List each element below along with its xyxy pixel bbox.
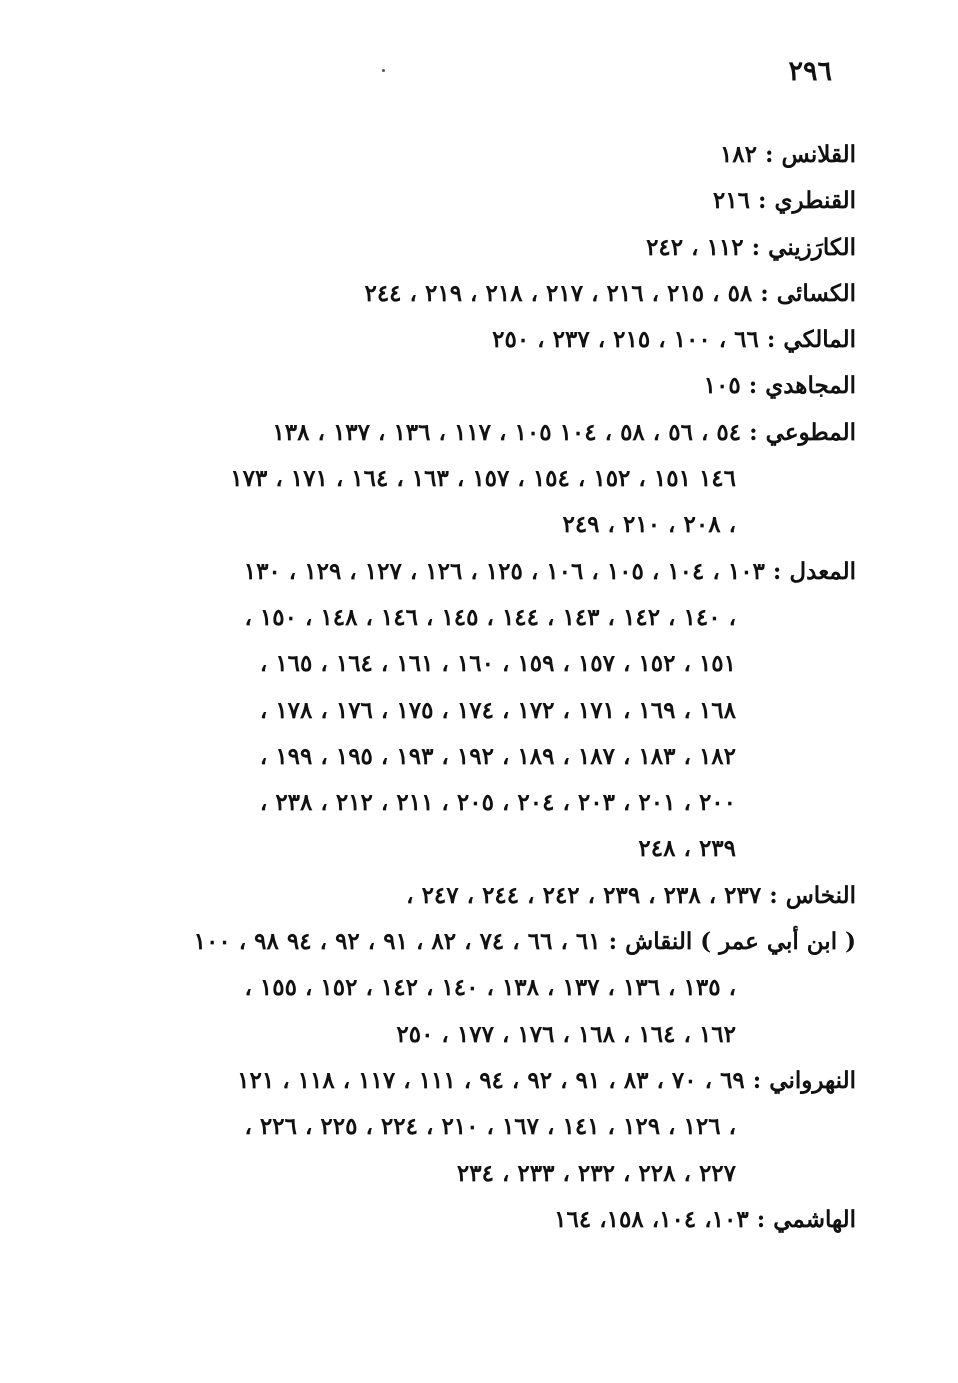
entry-name: النهرواني	[769, 1066, 856, 1094]
entry-first-line: المطوعي : ٥٤ ، ٥٦ ، ٥٨ ، ١٠٤ ١٠٥ ، ١١٧ ، ١٣٦ ، ١٣٧ ، ١٣٨	[272, 418, 856, 446]
entry-page-refs: ٥٨ ، ٢١٥ ، ٢١٦ ، ٢١٧ ، ٢١٨ ، ٢١٩ ، ٢٤٤	[364, 279, 753, 307]
entry-first-line: النخاس : ٢٣٧ ، ٢٣٨ ، ٢٣٩ ، ٢٤٢ ، ٢٤٤ ، ٢٤٧ ،	[406, 881, 856, 909]
page-number: ٢٩٦	[788, 56, 832, 87]
entry-continuation-line	[100, 780, 856, 826]
entry-page-refs: ١٠٥	[703, 372, 741, 400]
entry-name: ( ابن أبي عمر ) النقاش	[625, 928, 856, 956]
entry-page-refs: ٢٢٧ ، ٢٢٨ ، ٢٣٢ ، ٢٣٣ ، ٢٣٤	[456, 1159, 736, 1187]
entry-continuation-line	[100, 965, 856, 1011]
entry-page-refs: ٦٩ ، ٧٠ ، ٨٣ ، ٩١ ، ٩٢ ، ٩٤ ، ١١١ ، ١١٧ ، ١١٨ ، ١٢١	[237, 1066, 745, 1094]
entry-page-refs: ١٨٢	[719, 141, 757, 168]
entry-page-refs: ١٦٢ ، ١٦٤ ، ١٦٨ ، ١٧٦ ، ١٧٧ ، ٢٥٠	[396, 1020, 736, 1048]
index-entries	[100, 132, 856, 1243]
index-entry	[100, 271, 856, 317]
entry-page-refs: ، ١٢٦ ، ١٢٩ ، ١٤١ ، ١٦٧ ، ٢١٠ ، ٢٢٤ ، ٢٢٥ ، ٢٢٦ ،	[244, 1113, 736, 1141]
index-entry	[100, 549, 856, 873]
entry-page-refs: ١٠٣، ١٠٤، ١٥٨، ١٦٤	[554, 1205, 749, 1233]
entry-continuation-line	[100, 734, 856, 780]
index-entry	[100, 317, 856, 363]
entry-page-refs: ١٤٦ ١٥١ ، ١٥٢ ، ١٥٤ ، ١٥٧ ، ١٦٣ ، ١٦٤ ، ١٧١ ، ١٧٣	[230, 465, 736, 493]
entry-page-refs: ١٠٣ ، ١٠٤ ، ١٠٥ ، ١٠٦ ، ١٢٥ ، ١٢٦ ، ١٢٧ ، ١٢٩ ، ١٣٠	[243, 557, 765, 585]
entry-page-refs: ١٨٢ ، ١٨٣ ، ١٨٧ ، ١٨٩ ، ١٩٢ ، ١٩٣ ، ١٩٥ ، ١٩٩ ،	[259, 742, 736, 770]
entry-name: الكارَزيني	[768, 233, 856, 261]
entry-continuation-line	[100, 1012, 856, 1058]
entry-page-refs: ١٦٨ ، ١٦٩ ، ١٧١ ، ١٧٢ ، ١٧٤ ، ١٧٥ ، ١٧٦ ، ١٧٨ ،	[259, 696, 736, 724]
entry-continuation-line	[100, 456, 856, 502]
entry-first-line: الكارَزيني : ١١٢ ، ٢٤٢	[646, 233, 856, 261]
entry-continuation-line	[100, 1151, 856, 1197]
entry-first-line: الهاشمي : ١٠٣، ١٠٤، ١٥٨، ١٦٤	[554, 1205, 856, 1233]
entry-page-refs: ٢٣٧ ، ٢٣٨ ، ٢٣٩ ، ٢٤٢ ، ٢٤٤ ، ٢٤٧ ،	[406, 881, 762, 909]
entry-name: المالكي	[783, 326, 856, 354]
index-entry	[100, 225, 856, 271]
index-entry	[100, 919, 856, 1058]
entry-first-line: النهرواني : ٦٩ ، ٧٠ ، ٨٣ ، ٩١ ، ٩٢ ، ٩٤ ، ١١١ ، ١١٧ ، ١١٨ ، ١٢١	[237, 1066, 856, 1094]
entry-name: القلانس	[781, 141, 856, 168]
entry-continuation-line	[100, 502, 856, 548]
index-entry	[100, 132, 856, 178]
entry-page-refs: ٦٦ ، ١٠٠ ، ٢١٥ ، ٢٣٧ ، ٢٥٠	[492, 326, 759, 354]
entry-first-line: الكسائى : ٥٨ ، ٢١٥ ، ٢١٦ ، ٢١٧ ، ٢١٨ ، ٢١٩ ، ٢٤٤	[364, 279, 856, 307]
entry-continuation-line	[100, 595, 856, 641]
index-entry	[100, 1058, 856, 1197]
index-entry	[100, 410, 856, 549]
entry-first-line: القلانس : ١٨٢	[719, 141, 856, 168]
entry-name: الكسائى	[776, 279, 856, 307]
entry-page-refs: ، ٢٠٨ ، ٢١٠ ، ٢٤٩	[562, 511, 736, 539]
entry-first-line: القنطري : ٢١٦	[712, 187, 856, 215]
entry-name: القنطري	[774, 187, 856, 215]
index-entry	[100, 178, 856, 224]
entry-continuation-line	[100, 1104, 856, 1150]
ink-speck	[382, 69, 385, 72]
entry-page-refs: ٢٠٠ ، ٢٠١ ، ٢٠٣ ، ٢٠٤ ، ٢٠٥ ، ٢١١ ، ٢١٢ ، ٢٣٨ ،	[259, 789, 736, 817]
index-entry	[100, 1197, 856, 1243]
entry-first-line: المالكي : ٦٦ ، ١٠٠ ، ٢١٥ ، ٢٣٧ ، ٢٥٠	[492, 326, 856, 354]
entry-name: المعدل	[789, 557, 856, 585]
entry-continuation-line	[100, 688, 856, 734]
entry-name: المطوعي	[765, 418, 856, 446]
index-entry	[100, 363, 856, 409]
entry-page-refs: ١١٢ ، ٢٤٢	[646, 233, 744, 261]
entry-continuation-line	[100, 826, 856, 872]
entry-first-line: المعدل : ١٠٣ ، ١٠٤ ، ١٠٥ ، ١٠٦ ، ١٢٥ ، ١٢٦ ، ١٢٧ ، ١٢٩ ، ١٣٠	[243, 557, 856, 585]
entry-name: المجاهدي	[765, 372, 856, 400]
entry-first-line: المجاهدي : ١٠٥	[703, 372, 856, 400]
entry-continuation-line	[100, 641, 856, 687]
entry-page-refs: ، ١٣٥ ، ١٣٦ ، ١٣٧ ، ١٣٨ ، ١٤٠ ، ١٤٢ ، ١٥٢ ، ١٥٥ ،	[244, 974, 736, 1002]
entry-page-refs: ٦١ ، ٦٦ ، ٧٤ ، ٨٢ ، ٩١ ، ٩٢ ، ٩٤ ٩٨ ، ١٠٠	[193, 928, 601, 956]
entry-page-refs: ، ١٤٠ ، ١٤٢ ، ١٤٣ ، ١٤٤ ، ١٤٥ ، ١٤٦ ، ١٤٨ ، ١٥٠ ،	[244, 603, 736, 631]
entry-page-refs: ٢١٦	[712, 187, 750, 215]
entry-page-refs: ١٥١ ، ١٥٢ ، ١٥٧ ، ١٥٩ ، ١٦٠ ، ١٦١ ، ١٦٤ ، ١٦٥ ،	[259, 650, 736, 678]
entry-page-refs: ٥٤ ، ٥٦ ، ٥٨ ، ١٠٤ ١٠٥ ، ١١٧ ، ١٣٦ ، ١٣٧ ، ١٣٨	[272, 418, 742, 446]
entry-name: النخاس	[785, 881, 856, 909]
entry-name: الهاشمي	[773, 1205, 856, 1233]
index-entry	[100, 873, 856, 919]
entry-page-refs: ٢٣٩ ، ٢٤٨	[638, 835, 736, 863]
entry-first-line: ( ابن أبي عمر ) النقاش : ٦١ ، ٦٦ ، ٧٤ ، ٨٢ ، ٩١ ، ٩٢ ، ٩٤ ٩٨ ، ١٠٠	[193, 928, 856, 956]
